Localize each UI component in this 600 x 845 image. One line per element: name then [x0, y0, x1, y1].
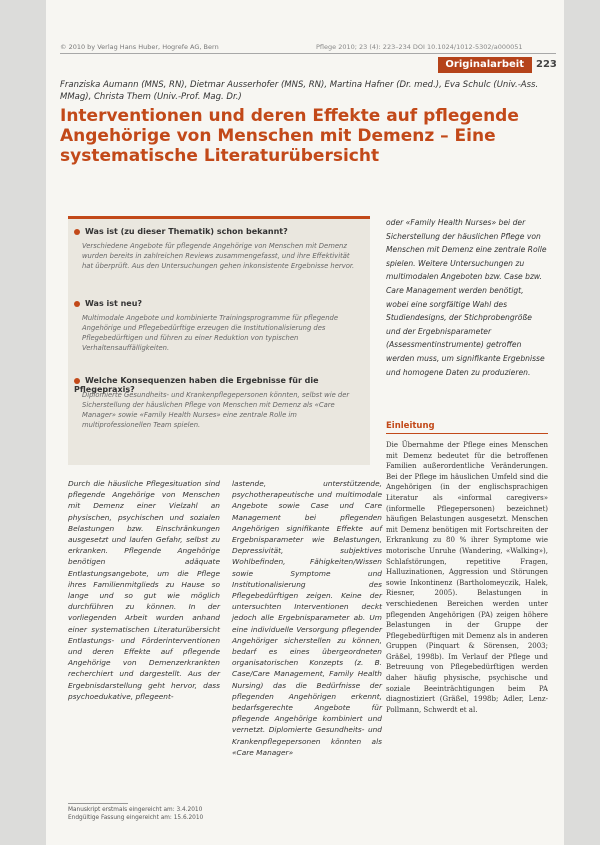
- bullet-icon: [74, 301, 80, 307]
- section-heading: Einleitung: [386, 421, 435, 431]
- answer-1: Verschiedene Angebote für pflegende Angehörige von Menschen mit Demenz wurden bereits in zahlreichen Reviews zusammengefasst, und ihre Effektivität hat überprüft. Aus den Untersuchungen gehen inkonsistente Ergebnisse hervor.: [82, 242, 355, 270]
- journal-page: [46, 0, 564, 845]
- header-citation: Pflege 2010; 23 (4): 223–234 DOI 10.1024/1012-5302/a000051: [316, 43, 523, 51]
- section-badge-label: Originalarbeit: [445, 59, 524, 70]
- abstract-column-1: Durch die häusliche Pflegesituation sind pflegende Angehörige von Menschen mit Demenz einer Vielzahl an physischen, psychischen und sozialen Belastungen bzw. Einschränkungen ausgesetzt und laufen Gefahr, selbst zu erkranken. Pflegende Angehörige benötigen adäquate Entlastungsangebote, um die Pflege ihres Familienmitglieds zu Hause so lange und so gut wie möglich durchführen zu können. In der vorliegenden Arbeit wurden anhand einer systematischen Literaturübersicht Entlastungs- und Förderinterventionen und deren Effekte auf pflegende Angehörige von Demenzerkrankten recherchiert und dargestellt. Aus der Ergebnisdarstellung geht hervor, dass psychoedukative, pflegeent-: [68, 479, 220, 701]
- page-number: 223: [536, 59, 557, 70]
- section-badge: [438, 57, 532, 73]
- article-title: Interventionen und deren Effekte auf pflegende Angehörige von Menschen mit Demenz – Eine systematische Literaturübersicht: [60, 106, 519, 166]
- bullet-icon: [74, 229, 80, 235]
- question-2: Was ist neu?: [74, 299, 142, 308]
- question-1: Was ist (zu dieser Thematik) schon bekannt?: [74, 227, 288, 236]
- summary-continuation: oder «Family Health Nurses» bei der Sicherstellung der häuslichen Pflege von Menschen mit Demenz eine zentrale Rolle spielen. Weitere Untersuchungen zu multimodalen Angeboten bzw. Case bzw. Care Management werden benötigt, wobei eine sorgfältige Wahl des Studiendesigns, der Stichprobengröße und der Ergebnisparameter (Assessmentinstrumente) getroffen werden muss, um signifikante Ergebnisse und homogene Daten zu produzieren.: [386, 218, 547, 377]
- abstract-column-2: lastende, unterstützende, psychotherapeutische und multimodale Angebote sowie Case und Care Management bei pflegenden Angehörigen signifikante Effekte auf Ergebnisparameter wie Belastungen, Depressivität, subjektives Wohlbefinden, Fähigkeiten/Wissen sowie Symptome und Institutionalisierung des Pflegebedürftigen zeigen. Keine der untersuchten Interventionen deckt jedoch alle Ergebnisparameter ab. Um eine individuelle Versorgung pflegender Angehöriger sicherstellen zu können, bedarf es eines übergeordneten organisatorischen Konzepts (z. B. Case/Care Management, Family Health Nursing) das die Bedürfnisse der pflegenden Angehörigen erkennt, bedarfsgerechte Angebote für pflegende Angehörige kombiniert und vernetzt. Diplomierte Gesundheits- und Krankenpflegepersonen könnten als «Care Manager»: [232, 479, 382, 757]
- answer-3: Diplomierte Gesundheits- und Krankenpflegepersonen könnten, selbst wie der Sicherstellung der häuslichen Pflege von Menschen mit Demenz als «Care Manager» sowie «Family Health Nurses» eine zentrale Rolle im multiprofessionellen Team spielen.: [82, 391, 350, 429]
- header-rule: [60, 53, 556, 54]
- footnote-rule: [68, 803, 128, 804]
- question-3: Welche Konsequenzen haben die Ergebnisse für die Pflegepraxis?: [74, 376, 319, 394]
- section-rule: [386, 433, 548, 434]
- key-points-box: [68, 216, 370, 465]
- footnote: Manuskript erstmals eingereicht am: 3.4.2010 Endgültige Fassung eingereicht am: 15.6.2010: [68, 807, 204, 821]
- answer-2: Multimodale Angebote und kombinierte Trainingsprogramme für pflegende Angehörige und Pflegebedürftige erzeugen die Institutionalisierung des Pflegebedürftigen und führen zu einer Reduktion von typischen Verhaltensauffälligkeiten.: [82, 314, 339, 352]
- header-copyright: © 2010 by Verlag Hans Huber, Hogrefe AG, Bern: [60, 43, 219, 51]
- author-list: Franziska Aumann (MNS, RN), Dietmar Ausserhofer (MNS, RN), Martina Hafner (Dr. med.), Eva Schulc (Univ.-Ass. MMag), Christa Them (Univ.-Prof. Mag. Dr.): [60, 80, 539, 102]
- introduction-text: Die Übernahme der Pflege eines Menschen mit Demenz bedeutet für die betroffenen Familien außerordentliche Veränderungen. Bei der Pflege im häuslichen Umfeld sind die Angehörigen (in der englischsprachigen Literatur als «informal caregivers» (informelle Pflegepersonen) bezeichnet) häufigen Belastungen ausgesetzt. Menschen mit Demenz benötigen mit Fortschreiten der Erkrankung zu 80 % ihrer Symptome wie motorische Unruhe (Wandering, «Walking»), Schlafstörungen, repetitive Fragen, Halluzinationen, Aggression und Störungen sowie Inkontinenz (Bartholomeyczik, Halek, Riesner, 2005). Belastungen in verschiedenen Bereichen werden unter pflegenden Angehörigen (PA) zeigen höhere Belastungen in der Gruppe der Pflegebedürftigen mit Demenz als in anderen Gruppen (Pinquart & Sörensen, 2003; Gräßel, 1998b). Im Verlauf der Pflege und Betreuung von Pflegebedürftigen werden daher häufig physische, psychische und soziale Beeinträchtigungen beim PA diagnostiziert (Gräßel, 1998b; Adler, Lenz-Pollmann, Schwerdt et al.: [386, 441, 548, 714]
- bullet-icon: [74, 378, 80, 384]
